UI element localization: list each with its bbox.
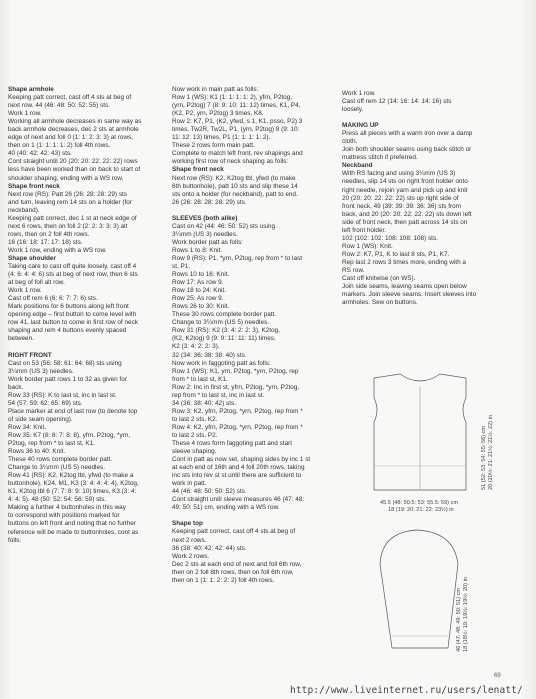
section-heading: Shape front neck (172, 166, 224, 174)
section-body: Work 1 row. Cast off rem 12 (14: 16: 14: 14: 16) sts loosely. (342, 90, 452, 114)
watermark-url: http://www.liveinternet.ru/users/lenatt/ (290, 685, 523, 696)
section-body: Press all pieces with a warm iron over a damp cloth. Join both shoulder seams using back stitch or mattress stitch if preferred. (342, 130, 473, 162)
section-heading: Shape top (172, 520, 203, 528)
section-body: Next row (RS): Patt 26 (26: 28: 28: 29) sts and turn, leaving rem 14 sts on a holder (for neckband). Keeping patt correct, dec 1 st at neck edge of next 6 rows, then on foll 2 (2: 2: 3: 3: 3) alt rows, then on 2 foll 4th rows. 16 (16: 18: 17: 17: 18) sts. Work 1 row, ending with a WS row. (8, 190, 137, 254)
section-heading: Neckband (342, 162, 373, 170)
section-body: Cast on 53 (56: 58: 61: 64: 68) sts using 3¼mm (US 3) needles. Work border patt rows 1 to 32 as given for back. Row 33 (RS): K to last st, inc in last st. 54 (57: 59: 62: 65: 69) sts. Place marker at end of last row (to denote top of side seam opening). Row 34: Knit. Row 35: K7 (8: 8: 7: 8: 8), yfrn, P2tog, *yrn, P2tog, rep from * to last st, K1. Rows 36 to 40: Knit. These 40 rows complete border patt. Change to 3¼mm (US 5) needles. Row 41 (RS): K2, K2tog tbl, yfwd (to make a buttonhole), K24, M1, K3 (3: 4: 4: 4: 4), K2tog, K1, K2tog tbl 6 (7: 7: 8: 9: 10) times, K3 (3: 4: 4: 4: 5). 48 (50: 52: 54: 56: 59) sts. Making a further 4 buttonholes in this way to correspond with positions marked for buttons on left front and noting that no further reference will be made to buttonholes, cont as folls: (8, 359, 139, 544)
section-heading: Shape shoulder (8, 254, 56, 262)
section-heading: MAKING UP (342, 122, 379, 130)
column-3 (342, 90, 502, 307)
section-heading: Shape armhole (8, 86, 54, 93)
section-body: Keeping patt correct, cast off 4 sts at beg of next 2 rows. 36 (38: 40: 42: 42: 44) sts. Work 2 rows. Dec 2 sts at each end of next and foll 6th row, then on 2 foll 8th rows, then on foll 6th row, then on 1 (1: 1: 2: 2: 2) foll 4th rows. (172, 528, 302, 584)
column-2 (172, 86, 335, 585)
body-width-label: 45.5 (48: 50.5: 53: 55.5: 59) cm (380, 500, 459, 506)
section-body: Next row (RS): K2, K2tog tbl, yfwd (to make 6th buttonhole), patt 10 sts and slip these 14 sts onto a holder (for neckband), patt to end. 26 (26: 28: 28: 28: 29) sts. (172, 174, 298, 206)
section-body: Taking care to cast off quite loosely, cast off 4 (4: 6: 4: 4: 6) sts at beg of next row, then 6 sts at beg of foll alt row. Work 1 row. Cast off rem 6 (6: 6: 7: 7: 6) sts. Mark positions for 6 buttons along left front opening edge – first button to come level with row 41, last button to come in first row of neck shaping and rem 4 buttons evenly spaced between. (8, 263, 139, 343)
body-width-inch-label: 18 (19: 20: 21: 22: 23½) in (388, 507, 454, 513)
body-schematic (362, 370, 482, 500)
section-body: With RS facing and using 3¼mm (US 3) needles, slip 14 sts on right front holder onto right needle, rejoin yarn and pick up and knit 20 (20: 20: 22: 22: 22) sts up right side of front neck, 49 (39: 39: 39: 36: 36) sts from back, and 20 (20: 20: 22: 22: 22) sts down left side of front neck, then patt across 14 sts on left front holder. 102 (102: 102: 108: 108: 108) sts. Row 1 (WS): Knit. Row 2: K7, P1, K to last 8 sts, P1, K7. Rep last 2 rows 3 times more, ending with a RS row. Cast off knitwise (on WS). Join side seams, leaving seams open below markers. Join sleeve seams. Insert sleeves into armholes. Sew on buttons. (342, 170, 477, 307)
section-heading: SLEEVES (both alike) (172, 214, 238, 222)
section-heading: Shape front neck (8, 182, 60, 190)
column-1 (8, 86, 164, 545)
section-body: Now work in main patt as folls: Row 1 (WS): K1 (1: 1: 1: 1: 2), yfrn, P2tog, (yrn, P2tog) 7 (8: 9: 10: 11: 12) times, K1, P4, (K2, P2, yrn, P2tog) 3 times, K8. Row 2: K7, P1, (K2, yfwd, s 1, K1, psso, P2) 3 times, Tw2R, Tw2L, P1, (yrn, P2tog) 8 (9: 10: 11: 12: 13) times, P1 (1: 1: 1: 1: 2). These 2 rows form main patt. Complete to match left front, rev shapings and working first row of neck shaping as folls: (172, 86, 303, 166)
sleeve-length-label: 46 (47: 48: 49: 50: 51) cm (456, 587, 462, 652)
page-number: 69 (494, 673, 501, 679)
body-length-inch-label: 20 (20½: 21: 21½: 21½: 22) in (488, 415, 494, 490)
sleeve-length-inch-label: 18 (18½: 19: 19½: 19½: 20) in (463, 577, 469, 652)
section-heading: RIGHT FRONT (8, 351, 52, 359)
section-body: Keeping patt correct, cast off 4 sts at beg of next row. 44 (46: 48: 50: 52: 55) sts. Work 1 row. Working all armhole decreases in same way as back armhole decreases, dec 2 sts at armhole edge of next and foll 0 (1: 1: 2: 3: 3) at rows, then on 1 (1: 1: 1: 1: 2) foll 4th rows. 40 (40: 42: 42: 43) sts. Cont straight until 20 (20: 20: 22: 22: 22) rows less have been worked than on back to start of shoulder shaping, ending with a WS row. (8, 94, 142, 182)
body-length-label: 51 (52: 53: 54: 55: 56) cm (481, 425, 487, 490)
section-body: Cast on 42 (44: 46: 50: 52) sts using 3¼mm (US 3) needles. Work border patt as folls: Rows 1 to 8: Knit. Row 9 (RS): P1. *yrn, P2tog, rep from * to last st, P1. Rows 10 to 16: Knit. Row 17: As row 9. Row 18 to 24: Knit. Row 25: As row 9. Rows 26 to 30: Knit. These 30 rows complete border patt. Change to 3¼mm (US 5) needles. Row 31 (RS): K2 (3: 4: 2: 2: 3), K2tog, (K2, K2tog) 9 (9: 9: 11: 11: 11) times, K2 (3: 4: 2: 2: 3). 32 (34: 36: 38: 38: 40) sts. Now work in faggoting patt as folls: Row 1 (WS): K1, yrn, P2tog, *yrn, P2tog, rep from * to last st, K1. Row 2: Inc in first st, yfrn, P2tog, *yrn, P2tog, rep from * to last st, inc in last st. 34 (36: 38: 40: 42) sts. Row 3: K2, yfrn, P2tog, *yrn, P2tog, rep from * to last 2 sts, K2. Row 4: K2, yfrn, P2tog, *yrn, P2tog, rep from * to last 2 sts, P2. These 4 rows form faggoting patt and start sleeve shaping. Cont in patt as now set, shaping sides by inc 1 st at each end of 16th and 4 foll 20th rows, taking inc sts into rev st st until there are sufficient to work in patt. 44 (46: 48: 50: 50: 52) sts. Cont straight until sleeve measures 46 (47: 48: 49: 50: 51) cm, ending with a WS row. (172, 222, 311, 512)
